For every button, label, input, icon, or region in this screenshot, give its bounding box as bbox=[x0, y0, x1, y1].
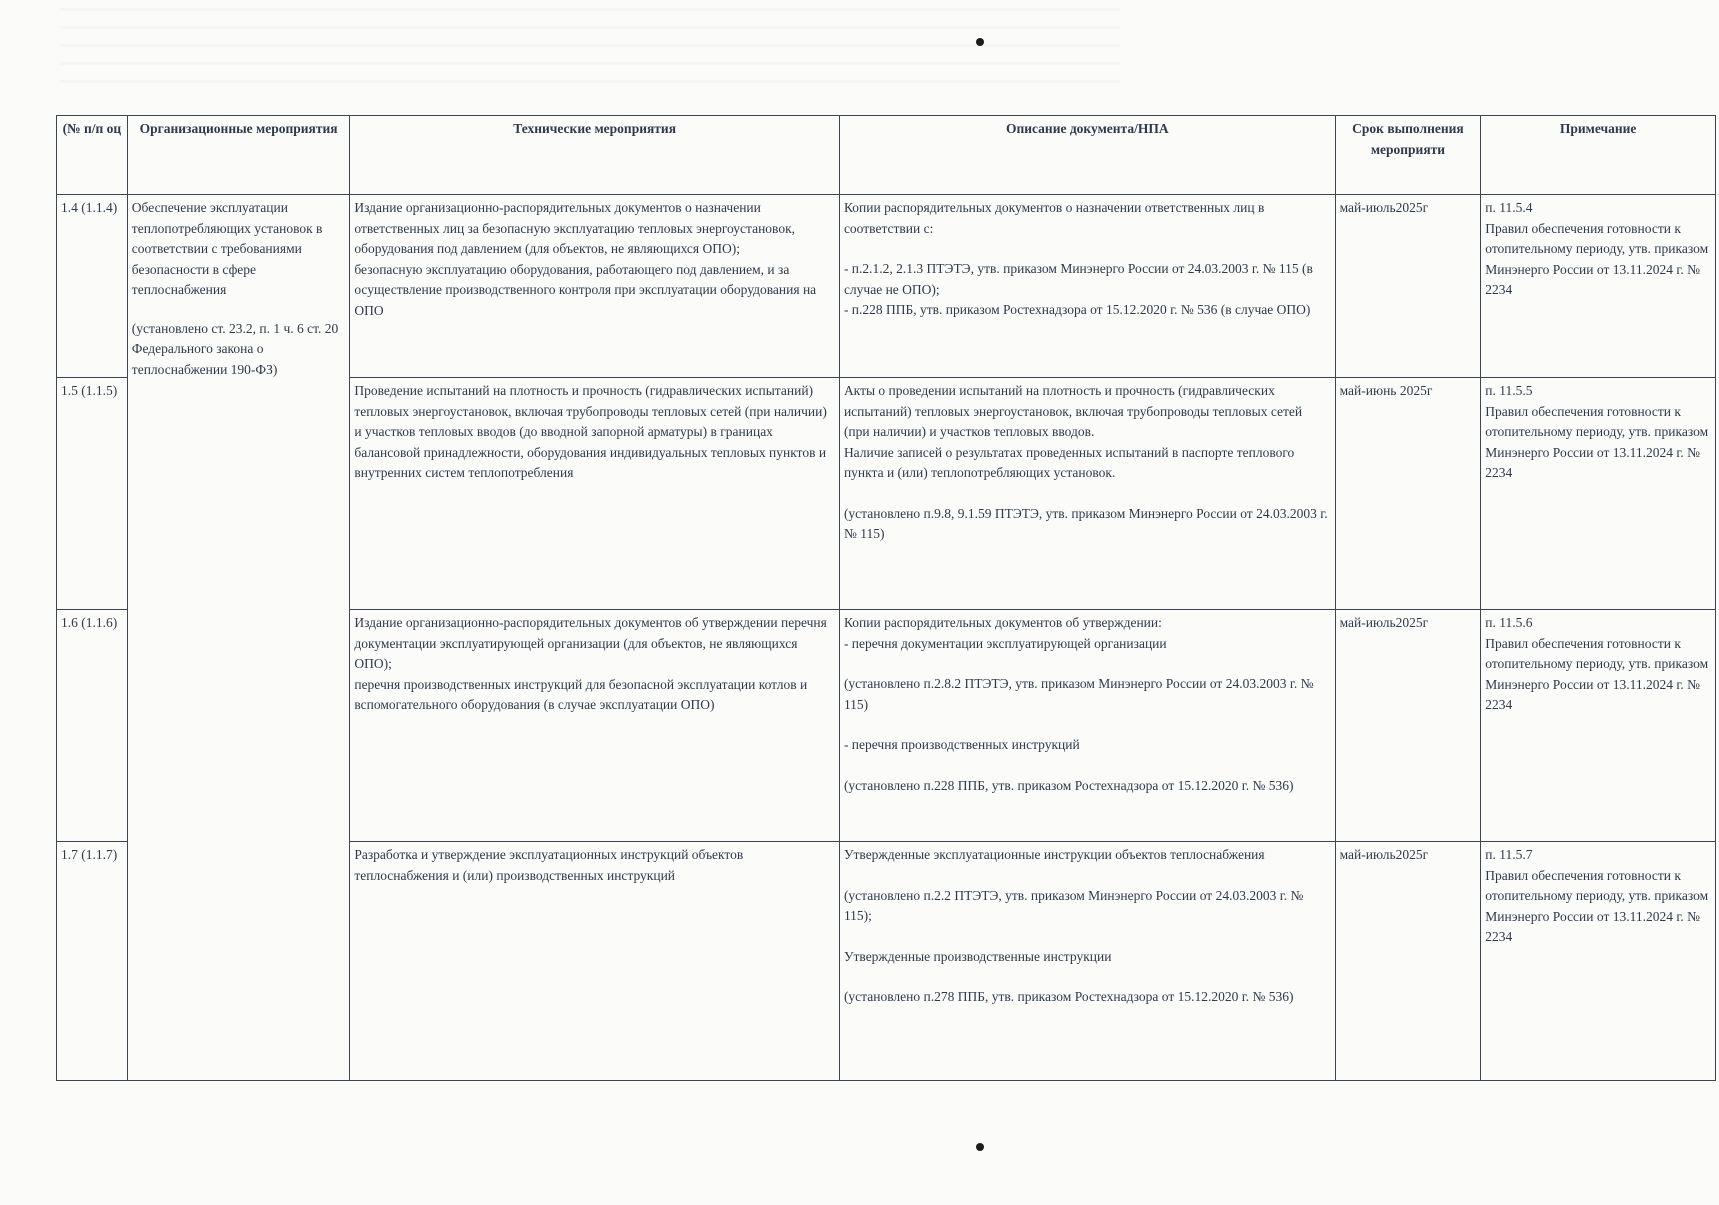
term-cell: май-июль2025г bbox=[1335, 195, 1481, 378]
doc-line bbox=[844, 484, 1331, 504]
doc-line: (установлено п.2.2 ПТЭТЭ, утв. приказом Минэнерго России от 24.03.2003 г. № 115); bbox=[843, 887, 1304, 924]
note-text: Правил обеспечения готовности к отопительному периоду, утв. приказом Минэнерго России от 13.11.2024 г. № 2234 bbox=[1485, 220, 1709, 298]
doc-line: - перечня производственных инструкций bbox=[843, 737, 1080, 753]
row-number: 1.6 (1.1.6) bbox=[57, 610, 128, 842]
term-cell: май-июль2025г bbox=[1335, 842, 1481, 1081]
doc-line bbox=[844, 866, 1331, 886]
note-cell bbox=[1481, 195, 1716, 378]
doc-line bbox=[844, 927, 1331, 947]
note-clause: п. 11.5.4 bbox=[1485, 200, 1533, 215]
doc-cell bbox=[839, 378, 1335, 610]
row-number: 1.7 (1.1.7) bbox=[57, 842, 128, 1081]
header-note: Примечание bbox=[1481, 116, 1716, 195]
note-cell bbox=[1481, 842, 1716, 1081]
doc-line: Копии распорядительных документов об утверждении: bbox=[843, 615, 1162, 630]
note-clause: п. 11.5.7 bbox=[1485, 847, 1533, 862]
note-clause: п. 11.5.5 bbox=[1485, 383, 1533, 398]
table-row bbox=[57, 195, 1716, 378]
header-term: Срок выполнения мероприяти bbox=[1335, 116, 1481, 195]
table-body bbox=[57, 195, 1716, 1081]
term-cell: май-июль2025г bbox=[1335, 610, 1481, 842]
punch-hole-top bbox=[976, 38, 984, 46]
org-measure-basis: (установлено ст. 23.2, п. 1 ч. 6 ст. 20 Федерального закона о теплоснабжении 190-ФЗ) bbox=[131, 320, 339, 377]
tech-line: Издание организационно-распорядительных документов об утверждении перечня документации эксплуатирующей организации (для объектов, не являющихся ОПО); bbox=[354, 615, 827, 672]
header-org: Организационные мероприятия bbox=[127, 116, 350, 195]
tech-line: Издание организационно-распорядительных документов о назначении ответственных лиц за безопасную эксплуатацию тепловых энергоустановок, оборудования под давлением (для объектов, не являющихся ОПО); bbox=[354, 200, 796, 257]
row-number: 1.5 (1.1.5) bbox=[57, 378, 128, 610]
doc-line: (установлено п.278 ППБ, утв. приказом Ростехнадзора от 15.12.2020 г. № 536) bbox=[843, 989, 1294, 1005]
note-text: Правил обеспечения готовности к отопительному периоду, утв. приказом Минэнерго России от 13.11.2024 г. № 2234 bbox=[1485, 403, 1709, 481]
tech-measure-cell bbox=[350, 610, 840, 842]
tech-measure-cell bbox=[350, 378, 840, 610]
doc-line: Акты о проведении испытаний на плотность и прочность (гидравлических испытаний) тепловых энергоустановок, включая трубопроводы тепловых сетей (при наличии) и участков тепловых вводов. bbox=[843, 383, 1303, 440]
doc-line bbox=[844, 967, 1331, 987]
doc-line: (установлено п.9.8, 9.1.59 ПТЭТЭ, утв. приказом Минэнерго России от 24.03.2003 г. № 115) bbox=[843, 505, 1328, 542]
note-cell bbox=[1481, 610, 1716, 842]
doc-line: (установлено п.228 ППБ, утв. приказом Ростехнадзора от 15.12.2020 г. № 536) bbox=[843, 777, 1294, 793]
tech-line: Разработка и утверждение эксплуатационных инструкций объектов теплоснабжения и (или) производственных инструкций bbox=[354, 847, 744, 883]
doc-cell bbox=[839, 610, 1335, 842]
doc-cell bbox=[839, 842, 1335, 1081]
punch-hole-bottom bbox=[976, 1143, 984, 1151]
tech-line: перечня производственных инструкций для безопасной эксплуатации котлов и вспомогательного оборудования (в случае эксплуатации ОПО) bbox=[354, 676, 808, 713]
org-measure-cell bbox=[127, 195, 350, 1081]
org-measure-text: Обеспечение эксплуатации теплопотребляющих установок в соответствии с требованиями безопасности в сфере теплоснабжения bbox=[131, 200, 323, 298]
note-text: Правил обеспечения готовности к отопительному периоду, утв. приказом Минэнерго России от 13.11.2024 г. № 2234 bbox=[1485, 867, 1709, 945]
doc-line: (установлено п.2.8.2 ПТЭТЭ, утв. приказом Минэнерго России от 24.03.2003 г. № 115) bbox=[843, 676, 1314, 712]
tech-measure-cell bbox=[350, 195, 840, 378]
note-text: Правил обеспечения готовности к отопительному периоду, утв. приказом Минэнерго России от 13.11.2024 г. № 2234 bbox=[1485, 635, 1709, 713]
doc-line: - п.228 ППБ, утв. приказом Ростехнадзора от 15.12.2020 г. № 536 (в случае ОПО) bbox=[843, 302, 1311, 318]
header-doc: Описание документа/НПА bbox=[839, 116, 1335, 195]
tech-line: безопасную эксплуатацию оборудования, работающего под давлением, и за осуществление производственного контроля при эксплуатации оборудования на ОПО bbox=[354, 261, 817, 318]
doc-line: Утвержденные эксплуатационные инструкции объектов теплоснабжения bbox=[843, 847, 1265, 862]
doc-cell bbox=[839, 195, 1335, 378]
table-header bbox=[57, 116, 1716, 195]
doc-line bbox=[844, 654, 1331, 674]
scan-artifact bbox=[60, 8, 1120, 98]
doc-line: Наличие записей о результатах проведенных испытаний в паспорте теплового пункта и (или) теплопотребляющих установок. bbox=[843, 444, 1295, 481]
note-cell bbox=[1481, 378, 1716, 610]
header-tech: Технические мероприятия bbox=[350, 116, 840, 195]
tech-measure-cell bbox=[350, 842, 840, 1081]
measures-table bbox=[56, 115, 1716, 1081]
doc-line bbox=[844, 239, 1331, 259]
doc-line: Утвержденные производственные инструкции bbox=[843, 948, 1112, 964]
tech-line: Проведение испытаний на плотность и прочность (гидравлических испытаний) тепловых энергоустановок, включая трубопроводы тепловых сетей (при наличии) и участков тепловых вводов (до вводной запорной арматуры) в границах балансовой принадлежности, оборудования индивидуальных тепловых пунктов и внутренних систем теплопотребления bbox=[354, 383, 827, 481]
note-clause: п. 11.5.6 bbox=[1485, 615, 1533, 630]
header-num: (№ п/п оц bbox=[57, 116, 128, 195]
doc-line bbox=[844, 715, 1331, 735]
doc-line bbox=[844, 756, 1331, 776]
row-number: 1.4 (1.1.4) bbox=[57, 195, 128, 378]
doc-line: Копии распорядительных документов о назначении ответственных лиц в соответствии с: bbox=[843, 200, 1265, 236]
doc-line: - перечня документации эксплуатирующей организации bbox=[843, 635, 1167, 651]
doc-line: - п.2.1.2, 2.1.3 ПТЭТЭ, утв. приказом Минэнерго России от 24.03.2003 г. № 115 (в случае не ОПО); bbox=[843, 261, 1313, 297]
term-cell: май-июнь 2025г bbox=[1335, 378, 1481, 610]
